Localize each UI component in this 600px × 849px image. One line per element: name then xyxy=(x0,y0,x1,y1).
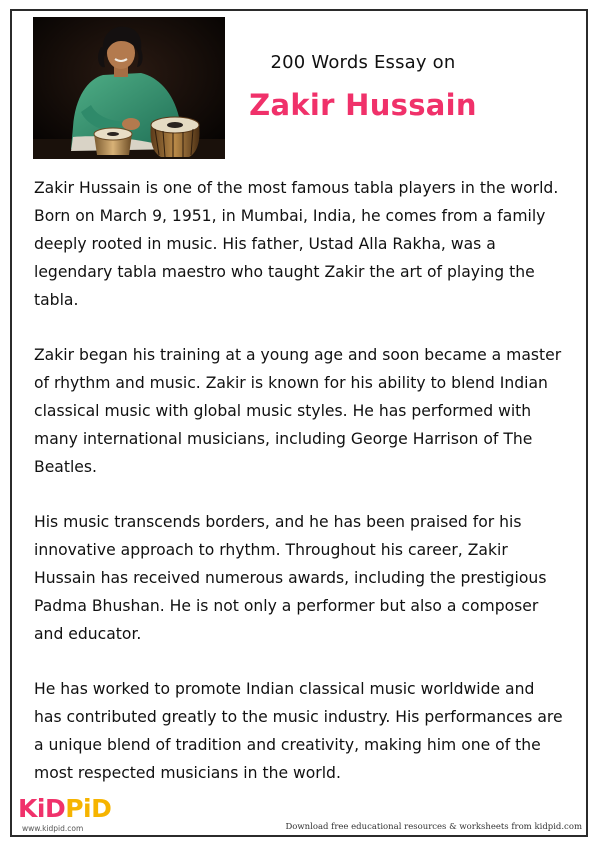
essay-paragraph-1: Zakir Hussain is one of the most famous tabla players in the world. Born on March 9, 1951, in Mumbai, India, he comes from a family deeply rooted in music. His father, Ustad Alla Rakha, was a legendary tabla maestro who taught Zakir the art of playing the tabla. xyxy=(34,179,559,309)
footer-download-note: Download free educational resources & worksheets from kidpid.com xyxy=(285,822,582,832)
logo-url[interactable]: www.kidpid.com xyxy=(22,824,84,833)
essay-paragraph-3: His music transcends borders, and he has been praised for his innovative approach to rhythm. Throughout his career, Zakir Hussain has received numerous awards, including the prestigious Padma Bhushan. He is not only a performer but also a composer and educator. xyxy=(34,513,547,643)
essay-paragraph-4: He has worked to promote Indian classical music worldwide and has contributed greatly to the music industry. His performances are a unique blend of tradition and creativity, making him one of the most respected musicians in the world. xyxy=(34,680,563,782)
essay-subtitle: 200 Words Essay on xyxy=(270,52,456,73)
essay-paragraph-2: Zakir began his training at a young age and soon became a master of rhythm and music. Zakir is known for his ability to blend Indian classical music with global music styles. He has performed with many international musicians, including George Harrison of The Beatles. xyxy=(34,346,562,476)
page-title: Zakir Hussain xyxy=(249,88,477,122)
kidpid-logo[interactable] xyxy=(18,796,111,822)
essay-body xyxy=(34,174,564,814)
logo-text-pid: PiD xyxy=(65,794,112,823)
logo-text-kid: KiD xyxy=(18,794,66,823)
musician-photo xyxy=(33,17,225,159)
